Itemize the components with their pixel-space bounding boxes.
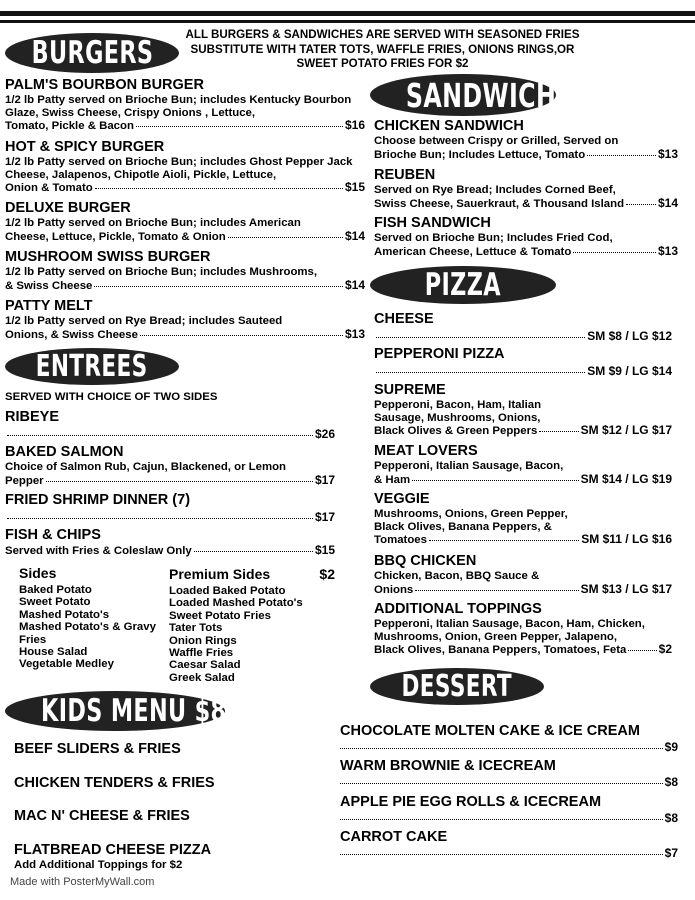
side-item: Sweet Potato (19, 596, 91, 609)
menu-item (5, 249, 365, 292)
item-name: FRIED SHRIMP DINNER (7) (5, 492, 191, 508)
item-price: $17 (314, 472, 335, 487)
item-name: REUBEN (374, 167, 436, 183)
item-price: $16 (344, 118, 365, 133)
pizza-heading: PIZZA (370, 266, 556, 304)
item-name: WARM BROWNIE & ICECREAM (340, 758, 556, 774)
menu-item (374, 167, 678, 210)
item-name: PALM'S BOURBON BURGER (5, 77, 204, 93)
item-name: CHOCOLATE MOLTEN CAKE & ICE CREAM (340, 723, 640, 739)
item-name: PEPPERONI PIZZA (374, 346, 505, 362)
side-item: Greek Salad (169, 671, 235, 684)
item-price-line (374, 330, 672, 343)
item-price: $9 (664, 740, 678, 754)
item-description: Chicken, Bacon, BBQ Sauce & (374, 570, 540, 582)
item-price-line (340, 812, 678, 825)
item-price-line: Swiss Cheese, Sauerkraut, & Thousand Island $14 (374, 195, 678, 210)
entrees-note: SERVED WITH CHOICE OF TWO SIDES (5, 391, 218, 403)
item-name: VEGGIE (374, 491, 430, 507)
item-price: $14 (657, 195, 678, 210)
menu-item (374, 443, 672, 486)
item-name: CHICKEN SANDWICH (374, 118, 524, 134)
item-description: Pepperoni, Italian Sausage, Bacon, (374, 460, 564, 472)
item-price-line: & Swiss Cheese $14 (5, 277, 365, 292)
item-price: SM $8 / LG $12 (587, 329, 672, 343)
top-rule-thick (0, 11, 695, 16)
side-item: Mashed Potato's & Gravy (19, 621, 156, 634)
menu-item (374, 491, 672, 547)
premium-sides-price: $2 (319, 566, 335, 582)
item-name: CHEESE (374, 311, 434, 327)
item-price-line: Onion & Tomato $15 (5, 180, 365, 195)
top-rule-thin (0, 20, 695, 23)
item-price-line: Black Olives, Banana Peppers, Tomatoes, Feta $2 (374, 642, 672, 657)
item-price: SM $11 / LG $16 (581, 532, 672, 547)
item-price: $13 (657, 146, 678, 161)
item-price: $7 (664, 846, 678, 860)
menu-item (374, 346, 672, 378)
item-price-line (340, 847, 678, 860)
kids-item: CHICKEN TENDERS & FRIES (14, 775, 215, 791)
menu-item (5, 77, 365, 133)
item-price-line: American Cheese, Lettuce & Tomato $13 (374, 243, 678, 258)
item-price: $13 (344, 326, 365, 341)
side-item: Waffle Fries (169, 647, 234, 660)
premium-sides-list (169, 565, 335, 684)
premium-sides-heading: Premium Sides (169, 566, 271, 582)
side-item: Fries (19, 633, 47, 646)
item-name: MEAT LOVERS (374, 443, 478, 459)
item-name: FISH & CHIPS (5, 527, 101, 543)
menu-item (5, 527, 335, 558)
kids-menu-heading: KIDS MENU $8 (5, 691, 225, 731)
item-price-line: Onions, & Swiss Cheese $13 (5, 326, 365, 341)
item-price-line: Cheese, Lettuce, Pickle, Tomato & Onion $14 (5, 228, 365, 243)
side-item: Loaded Mashed Potato's (169, 597, 303, 610)
item-name: ADDITIONAL TOPPINGS (374, 601, 542, 617)
kids-item: MAC N' CHEESE & FRIES (14, 808, 190, 824)
item-name: RIBEYE (5, 409, 59, 425)
item-price: $15 (314, 543, 335, 557)
item-price-line (340, 776, 678, 789)
item-price-line: Onions SM $13 / LG $17 (374, 581, 672, 596)
entrees-heading: ENTREES (5, 348, 179, 385)
menu-item (374, 382, 672, 438)
item-description: 1/2 lb Patty served on Brioche Bun; includes American (5, 217, 301, 229)
dessert-heading: DESSERT (370, 668, 544, 705)
item-name: APPLE PIE EGG ROLLS & ICECREAM (340, 794, 602, 810)
item-price: $13 (657, 243, 678, 258)
dessert-item (340, 758, 678, 789)
item-description: Served on Rye Bread; Includes Corned Beef, (374, 184, 616, 196)
menu-item (5, 139, 365, 195)
item-description: Pepperoni, Bacon, Ham, Italian Sausage, Mushrooms, Onions, (374, 399, 542, 424)
sandwiches-heading: SANDWICHES (370, 74, 556, 116)
item-description: Served on Brioche Bun; Includes Fried Cod, (374, 232, 613, 244)
item-price-line (374, 365, 672, 378)
item-name: SUPREME (374, 382, 446, 398)
item-description: 1/2 lb Patty served on Brioche Bun; includes Ghost Pepper Jack Cheese, Jalapenos, Chipotle Aioli, Pickle, Lettuce, (5, 156, 353, 181)
item-price: $8 (664, 811, 678, 825)
footer-credit: Made with PosterMyWall.com (10, 876, 155, 888)
menu-item (5, 444, 335, 487)
item-price-line: Tomato, Pickle & Bacon $16 (5, 118, 365, 133)
item-price: $26 (314, 427, 335, 441)
side-item: Sweet Potato Fries (169, 609, 271, 622)
menu-item (5, 298, 365, 341)
item-price: SM $9 / LG $14 (587, 364, 672, 378)
item-name: CARROT CAKE (340, 829, 448, 845)
side-item: Onion Rings (169, 634, 237, 647)
item-description: Choose between Crispy or Grilled, Served on (374, 135, 619, 147)
item-description: Pepperoni, Italian Sausage, Bacon, Ham, Chicken, Mushrooms, Onion, Green Pepper, Jalapeno, (374, 618, 645, 643)
side-item: Baked Potato (19, 584, 92, 596)
item-price: $14 (344, 228, 365, 243)
item-price-line: Black Olives & Green Peppers SM $12 / LG $17 (374, 423, 672, 438)
item-price: $14 (344, 277, 365, 292)
item-price-line: Pepper $17 (5, 472, 335, 487)
item-price-line: Served with Fries & Coleslaw Only $15 (5, 543, 335, 557)
sides-heading: Sides (19, 565, 57, 581)
menu-item (5, 492, 335, 524)
kids-item: BEEF SLIDERS & FRIES (14, 741, 181, 757)
item-price: $2 (658, 642, 672, 657)
menu-item (374, 118, 678, 161)
menu-item (374, 601, 672, 657)
item-name: PATTY MELT (5, 298, 93, 314)
item-price-line: Brioche Bun; Includes Lettuce, Tomato $13 (374, 146, 678, 161)
item-price: SM $13 / LG $17 (580, 581, 672, 596)
side-item: House Salad (19, 646, 88, 659)
side-item: Tater Tots (169, 622, 223, 635)
dessert-item (340, 723, 678, 754)
item-description: 1/2 lb Patty served on Brioche Bun; includes Kentucky Bourbon Glaze, Swiss Cheese, Crispy Onions , Lettuce, (5, 94, 352, 119)
item-price: $17 (314, 510, 335, 524)
fries-notice: ALL BURGERS & SANDWICHES ARE SERVED WITH SEASONED FRIES SUBSTITUTE WITH TATER TOTS, WAFFLE FRIES, ONIONS RINGS,OR SWEET POTATO FRIES FOR $2 (185, 28, 580, 71)
item-description: Choice of Salmon Rub, Cajun, Blackened, or Lemon (5, 461, 287, 473)
burgers-heading: BURGERS (5, 33, 179, 73)
kids-item: FLATBREAD CHEESE PIZZA (14, 842, 212, 858)
dessert-item (340, 794, 678, 825)
item-price: SM $14 / LG $19 (580, 471, 672, 486)
dessert-item (340, 829, 678, 860)
item-price: SM $12 / LG $17 (580, 423, 672, 438)
item-name: BAKED SALMON (5, 444, 124, 460)
sides-list (19, 564, 156, 671)
menu-item (5, 409, 335, 441)
item-price: $8 (664, 775, 678, 789)
menu-item (374, 311, 672, 343)
item-price-line (5, 511, 335, 524)
side-item: Mashed Potato's (19, 608, 110, 621)
menu-item (374, 215, 678, 258)
item-description: Mushrooms, Onions, Green Pepper, Black Olives, Banana Peppers, & (374, 508, 568, 533)
item-name: FISH SANDWICH (374, 215, 491, 231)
item-price-line: & Ham SM $14 / LG $19 (374, 471, 672, 486)
item-description: 1/2 lb Patty served on Brioche Bun; includes Mushrooms, (5, 266, 318, 278)
item-name: BBQ CHICKEN (374, 553, 477, 569)
side-item: Loaded Baked Potato (169, 585, 286, 597)
kids-note: Add Additional Toppings for $2 (14, 859, 183, 871)
item-price: $15 (344, 180, 365, 195)
item-price-line (340, 741, 678, 754)
side-item: Vegetable Medley (19, 658, 114, 671)
menu-item (5, 200, 365, 243)
item-price-line (5, 428, 335, 441)
item-description: 1/2 lb Patty served on Rye Bread; includes Sauteed (5, 315, 283, 327)
menu-item (374, 553, 672, 596)
item-price-line: Tomatoes SM $11 / LG $16 (374, 532, 672, 547)
item-name: MUSHROOM SWISS BURGER (5, 249, 211, 265)
item-name: HOT & SPICY BURGER (5, 139, 165, 155)
side-item: Caesar Salad (169, 659, 241, 672)
item-name: DELUXE BURGER (5, 200, 131, 216)
